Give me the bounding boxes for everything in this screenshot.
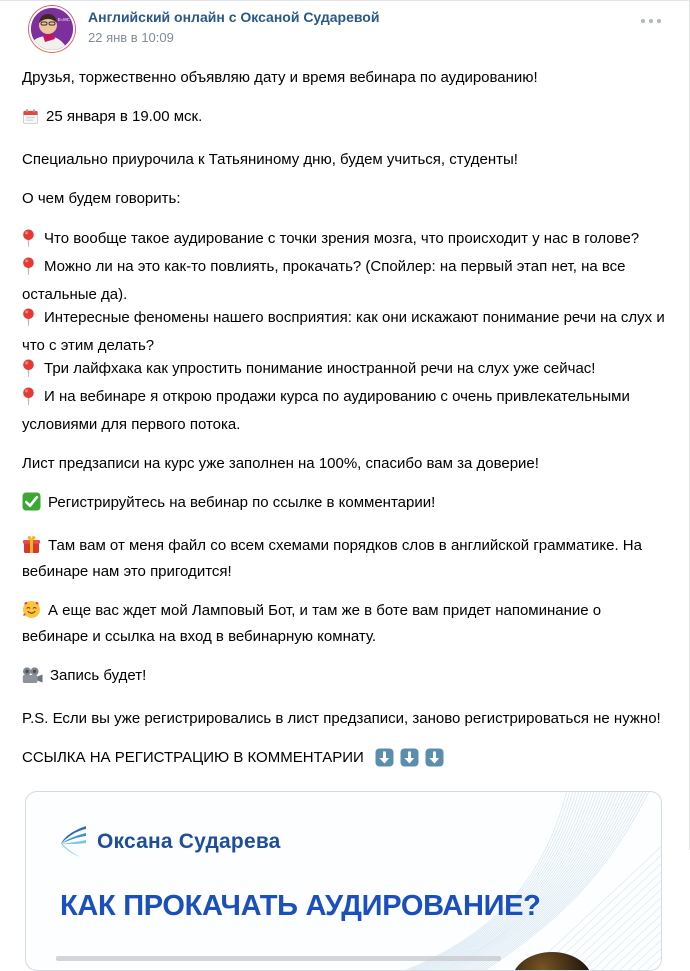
pushpin-emoji	[22, 387, 35, 413]
post-text	[0, 67, 689, 774]
pushpin-emoji	[22, 257, 35, 283]
attached-image[interactable]	[25, 791, 662, 971]
menu-dot	[657, 19, 661, 23]
pushpin-emoji	[22, 229, 35, 255]
paragraph-recording	[22, 665, 669, 691]
bot-text: А еще вас ждет мой Ламповый Бот, и там же в боте вам придет напоминание о вебинаре и ссылка на вход в вебинарную комнату.	[22, 602, 601, 645]
down-arrow-emoji	[425, 748, 444, 774]
avatar-person-illustration	[31, 8, 73, 50]
menu-dot	[641, 19, 645, 23]
paragraph-date	[22, 106, 669, 132]
calendar-emoji	[22, 108, 39, 132]
pushpin-emoji	[22, 308, 35, 334]
post-menu-button[interactable]	[637, 15, 665, 27]
paragraph-intro: Друзья, торжественно объявляю дату и время вебинара по аудированию!	[22, 67, 669, 89]
swoosh-logo-icon	[60, 824, 87, 860]
gift-text: Там вам от меня файл со всем схемами порядков слов в английской грамматике. На вебинаре нам это пригодится!	[22, 537, 642, 580]
agenda-item	[22, 255, 669, 306]
community-name-link[interactable]: Английский онлайн с Оксаной Сударевой	[88, 8, 379, 26]
paragraph-occasion: Специально приурочила к Татьяниному дню, будем учиться, студенты!	[22, 149, 669, 171]
post-header	[0, 1, 689, 55]
community-avatar[interactable]	[28, 5, 76, 53]
down-arrows	[370, 749, 446, 766]
paragraph-bot	[22, 600, 669, 648]
date-text: 25 января в 19.00 мск.	[46, 108, 202, 125]
paragraph-capacity: Лист предзаписи на курс уже заполнен на 100%, спасибо вам за доверие!	[22, 453, 669, 475]
brand-name-text: Оксана Сударева	[97, 830, 281, 854]
agenda-item	[22, 385, 669, 436]
menu-dot	[649, 19, 653, 23]
paragraph-register	[22, 492, 669, 518]
agenda-item-text: Что вообще такое аудирование с точки зрения мозга, что происходит у нас в голове?	[44, 230, 639, 247]
recording-text: Запись будет!	[50, 667, 146, 684]
avatar-image	[29, 6, 75, 52]
check-emoji	[22, 492, 41, 518]
down-arrow-emoji	[400, 748, 419, 774]
down-arrow-emoji	[375, 748, 394, 774]
agenda-item-text: И на вебинаре я открою продажи курса по аудированию с очень привлекательными условиями для первого потока.	[22, 388, 630, 433]
agenda-item-text: Можно ли на это как-то повлиять, прокачать? (Спойлер: на первый этап нет, на все остальные да).	[22, 258, 626, 303]
agenda-item	[22, 357, 669, 385]
movie-camera-emoji	[22, 667, 43, 691]
paragraph-agenda-heading: О чем будем говорить:	[22, 188, 669, 210]
agenda-list	[22, 227, 669, 436]
agenda-item-text: Три лайфхака как упростить понимание иностранной речи на слух уже сейчас!	[44, 360, 595, 377]
register-text: Регистрируйтесь на вебинар по ссылке в комментарии!	[48, 494, 435, 511]
link-label-text: ССЫЛКА НА РЕГИСТРАЦИЮ В КОММЕНТАРИИ	[22, 749, 364, 766]
paragraph-gift	[22, 535, 669, 583]
agenda-item	[22, 306, 669, 357]
banner-bottom-bar	[56, 956, 501, 961]
wave-pattern-decoration	[316, 792, 661, 971]
smiling-hearts-emoji	[22, 600, 41, 626]
gift-emoji	[22, 535, 41, 561]
header-texts	[88, 8, 379, 46]
agenda-item	[22, 227, 669, 255]
agenda-item-text: Интересные феномены нашего восприятия: как они искажают понимание речи на слух и что с этим делать?	[22, 309, 665, 354]
pushpin-emoji	[22, 359, 35, 385]
paragraph-ps: P.S. Если вы уже регистрировались в лист предзаписи, заново регистрироваться не нужно!	[22, 708, 669, 730]
banner-title-text: КАК ПРОКАЧАТЬ АУДИРОВАНИЕ?	[60, 890, 541, 923]
brand-logo-row	[60, 824, 281, 860]
paragraph-link	[22, 747, 669, 774]
avatar-badge-text: E=MC	[58, 17, 70, 22]
post-timestamp[interactable]: 22 янв в 10:09	[88, 29, 379, 46]
